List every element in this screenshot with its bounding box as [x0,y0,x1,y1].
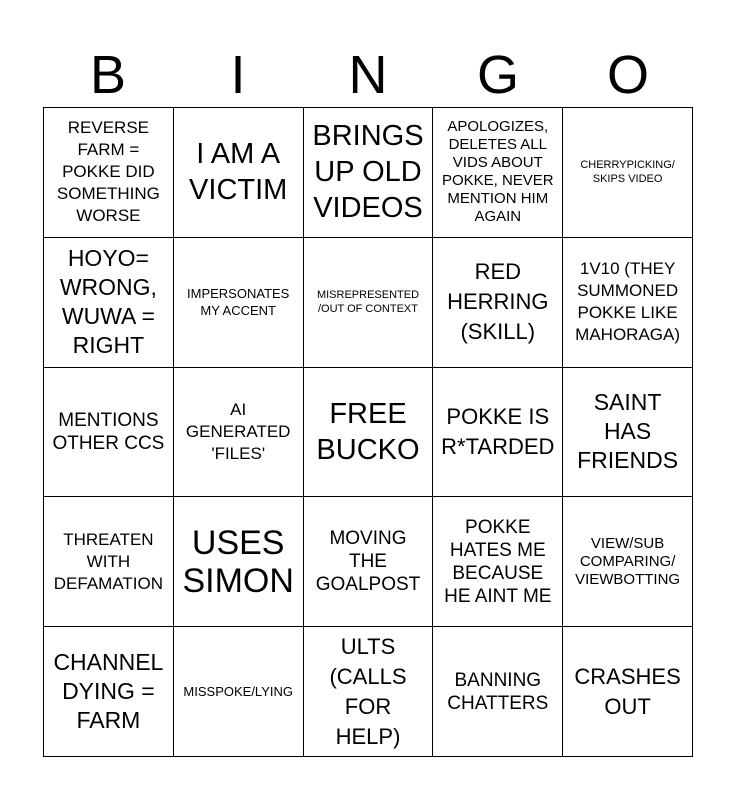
cell-text: REVERSE FARM = POKKE DID SOMETHING WORSE [56,118,160,226]
bingo-cell[interactable] [44,627,174,757]
bingo-cell[interactable] [174,108,304,238]
bingo-cell[interactable] [563,368,693,498]
cell-text: BANNING CHATTERS [447,669,549,714]
cell-text: CHANNEL DYING = FARM [53,649,164,734]
cell-text: MENTIONS OTHER CCS [52,409,165,454]
bingo-cell[interactable] [44,108,174,238]
bingo-cell[interactable] [174,238,304,368]
cell-text: MISREPRESENTED /OUT OF CONTEXT [316,289,420,316]
cell-text: VIEW/SUB COMPARING/ VIEWBOTTING [575,534,681,588]
bingo-cell[interactable] [44,497,174,627]
cell-text: SAINT HAS FRIENDS [577,389,679,474]
header-letter-i: I [230,45,246,105]
bingo-cell[interactable] [433,108,563,238]
cell-text: CHERRYPICKING/ SKIPS VIDEO [580,159,675,186]
header-letter-b: B [89,45,127,105]
bingo-cell[interactable] [433,497,563,627]
cell-text: THREATEN WITH DEFAMATION [53,529,164,593]
bingo-cell[interactable] [433,238,563,368]
cell-text: APOLOGIZES, DELETES ALL VIDS ABOUT POKKE, NEVER MENTION HIM AGAIN [441,118,554,226]
bingo-cell[interactable] [304,497,434,627]
header-letter-g: G [476,45,519,105]
bingo-cell[interactable] [44,238,174,368]
bingo-cell[interactable] [563,497,693,627]
bingo-cell[interactable] [304,108,434,238]
cell-text: RED HERRING (SKILL) [447,259,549,345]
bingo-grid [43,107,693,757]
header-letter-n: N [348,45,388,105]
cell-text: HOYO= WRONG, WUWA = RIGHT [59,245,157,359]
cell-text: AI GENERATED 'FILES' [185,399,291,463]
cell-text: POKKE IS R*TARDED [441,403,555,459]
bingo-cell[interactable] [563,238,693,368]
bingo-cell[interactable] [174,368,304,498]
cell-text: CRASHES OUT [574,663,681,719]
bingo-header [43,42,693,108]
bingo-cell[interactable] [433,627,563,757]
cell-text: POKKE HATES ME BECAUSE HE AINT ME [444,516,552,607]
bingo-cell[interactable] [433,368,563,498]
bingo-cell[interactable] [563,108,693,238]
bingo-cell[interactable] [174,497,304,627]
bingo-cell[interactable] [174,627,304,757]
cell-text: ULTS (CALLS FOR HELP) [329,633,407,749]
cell-text: USES SIMON [182,523,294,600]
cell-text: MOVING THE GOALPOST [315,528,421,596]
bingo-cell[interactable] [563,627,693,757]
cell-text: 1V10 (THEY SUMMONED POKKE LIKE MAHORAGA) [575,259,681,345]
cell-text: IMPERSONATES MY ACCENT [187,286,290,319]
cell-text: MISSPOKE/LYING [183,684,293,700]
cell-text: FREE BUCKO [316,397,420,466]
bingo-cell[interactable] [304,627,434,757]
cell-text: I AM A VICTIM [189,138,288,207]
bingo-cell[interactable] [44,368,174,498]
header-letter-o: O [606,45,649,105]
bingo-cell[interactable] [304,238,434,368]
cell-text: BRINGS UP OLD VIDEOS [312,120,424,225]
bingo-cell[interactable] [304,368,434,498]
